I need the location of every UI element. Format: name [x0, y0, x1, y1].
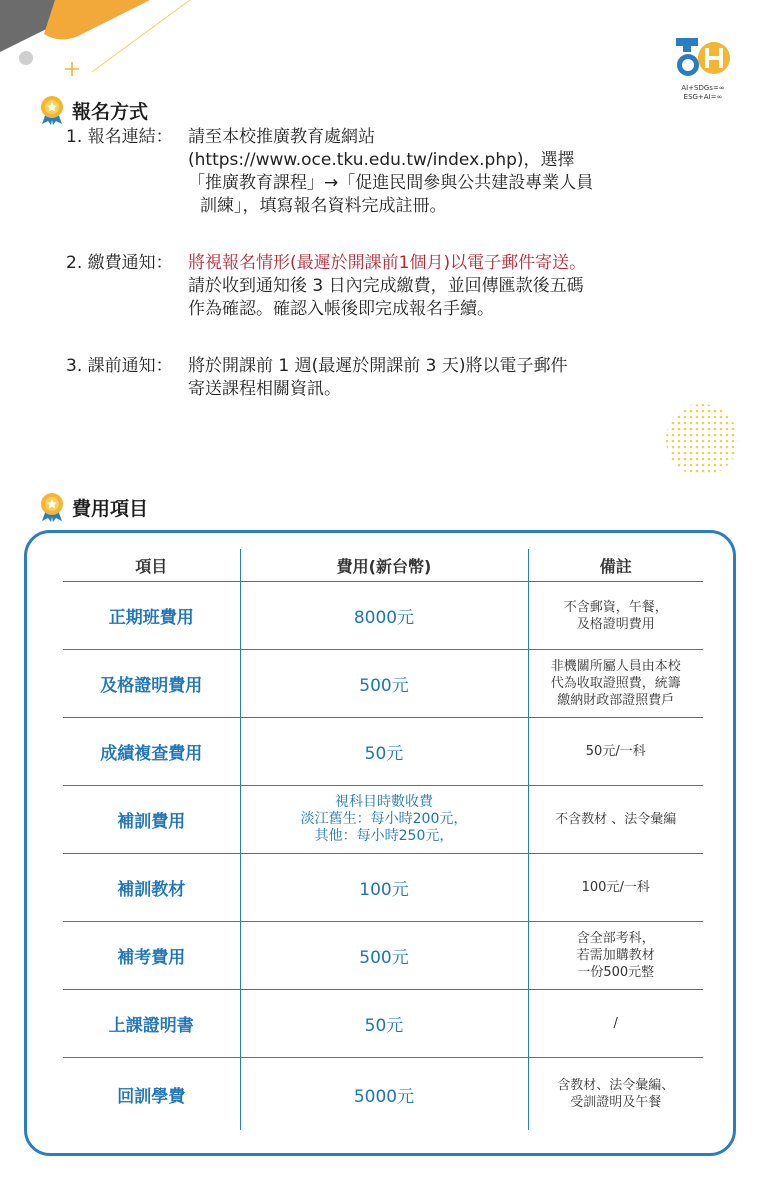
table-row	[63, 1058, 703, 1131]
table-row	[63, 582, 703, 650]
fee-amount: 5000元	[240, 1058, 528, 1131]
fee-note: 含全部考科， 若需加購教材 一份500元整	[528, 922, 703, 990]
registration-url[interactable]: (https://www.oce.tku.edu.tw/index.php)，選擇	[188, 150, 575, 170]
fee-note: 100元/一科	[528, 854, 703, 922]
registration-item-line: 請至本校推廣教育處網站	[188, 127, 375, 147]
fees-title: 費用項目	[72, 497, 149, 520]
fee-amount: 視科目時數收費 淡江舊生：每小時200元， 其他：每小時250元，	[240, 786, 528, 854]
registration-item-label: 2. 繳費通知：	[66, 253, 173, 273]
fee-amount: 500元	[240, 650, 528, 718]
fee-note: /	[528, 990, 703, 1058]
fee-amount: 500元	[240, 922, 528, 990]
fee-item-name: 補訓費用	[63, 786, 240, 854]
corner-swoosh-decoration	[0, 0, 200, 90]
registration-item-line: 請於收到通知後 3 日內完成繳費，並回傳匯款後五碼	[188, 276, 584, 296]
fee-item-name: 正期班費用	[63, 582, 240, 650]
fee-note: 含教材、法令彙編、 受訓證明及午餐	[528, 1058, 703, 1131]
logo-tagline-1: AI+SDGs=∞	[681, 84, 725, 92]
fee-item-name: 回訓學費	[117, 1086, 186, 1107]
column-header-item: 項目	[63, 549, 240, 582]
fee-amount: 50元	[240, 990, 528, 1058]
table-header-row	[63, 549, 703, 582]
fee-amount: 50元	[240, 718, 528, 786]
table-row	[63, 922, 703, 990]
registration-item-line: 訓練」，填寫報名資料完成註冊。	[200, 196, 447, 216]
table-row	[63, 854, 703, 922]
registration-item-line: 「推廣教育課程」→「促進民間參與公共建設專業人員	[188, 173, 594, 193]
registration-title: 報名方式	[72, 100, 149, 123]
dot-pattern-decoration	[664, 402, 740, 478]
column-header-fee: 費用(新台幣)	[240, 549, 528, 582]
registration-item-precourse	[66, 355, 706, 401]
fee-amount: 8000元	[240, 582, 528, 650]
fees-table	[63, 549, 703, 1130]
registration-item-payment	[66, 252, 706, 321]
column-header-note: 備註	[528, 549, 703, 582]
registration-item-label: 1. 報名連結：	[66, 127, 173, 147]
fee-item-name: 補考費用	[63, 922, 240, 990]
fee-note: 非機關所屬人員由本校 代為收取證照費，統籌 繳納財政部證照費戶	[528, 650, 703, 718]
fee-item-name: 補訓教材	[63, 854, 240, 922]
registration-item-line: 將於開課前 1 週(最遲於開課前 3 天)將以電子郵件	[188, 356, 568, 376]
registration-item-line: 寄送課程相關資訊。	[188, 379, 341, 399]
fees-table-container	[24, 530, 736, 1156]
registration-heading	[38, 95, 148, 125]
fee-amount: 100元	[240, 854, 528, 922]
medal-icon	[38, 95, 66, 125]
payment-highlight-text: 將視報名情形(最遲於開課前1個月)以電子郵件寄送。	[188, 253, 587, 273]
registration-list	[66, 126, 706, 423]
tku-logo-mark	[674, 34, 732, 80]
registration-item-link	[66, 126, 706, 218]
logo-tagline-2: ESG+AI=∞	[683, 93, 723, 101]
fee-item-name: 及格證明費用	[63, 650, 240, 718]
medal-icon	[38, 492, 66, 522]
fee-item-name: 成績複查費用	[63, 718, 240, 786]
fee-note: 不含郵資，午餐， 及格證明費用	[528, 582, 703, 650]
fee-item-name: 上課證明書	[63, 990, 240, 1058]
table-row	[63, 786, 703, 854]
table-row	[63, 650, 703, 718]
table-row	[63, 990, 703, 1058]
registration-item-line: 作為確認。確認入帳後即完成報名手續。	[188, 299, 494, 319]
fee-note: 不含教材 、法令彙編	[528, 786, 703, 854]
registration-item-label: 3. 課前通知：	[66, 356, 173, 376]
fees-heading	[38, 492, 148, 522]
table-row	[63, 718, 703, 786]
tku-logo	[672, 34, 734, 102]
fee-note: 50元/一科	[528, 718, 703, 786]
